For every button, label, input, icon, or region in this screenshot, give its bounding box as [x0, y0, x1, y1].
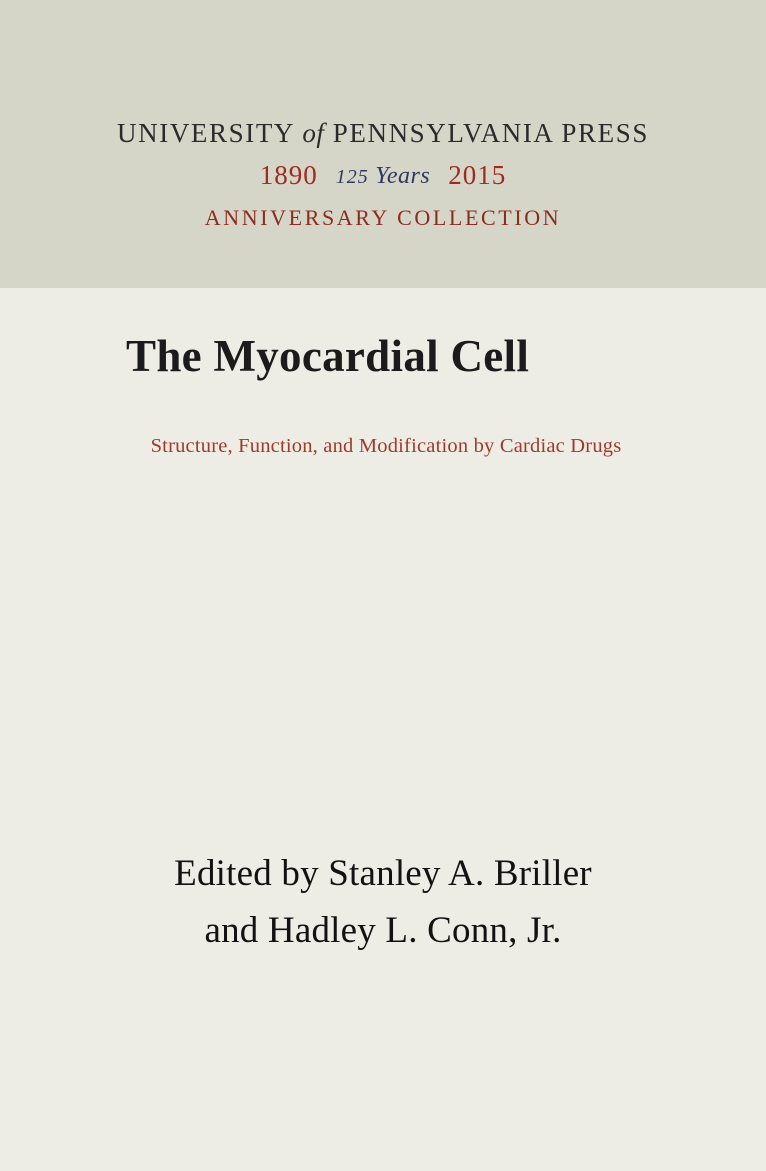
publisher-name-of: of	[302, 118, 325, 148]
banner-content	[0, 0, 766, 288]
publisher-name-suffix: PENNSYLVANIA PRESS	[332, 118, 649, 148]
anniversary-number: 125	[335, 166, 369, 188]
book-title: The Myocardial Cell	[126, 331, 530, 381]
anniversary-banner	[0, 0, 766, 288]
publisher-name-prefix: UNIVERSITY	[117, 118, 295, 148]
collection-label: ANNIVERSARY COLLECTION	[204, 205, 562, 230]
title-block	[0, 330, 766, 458]
editors-line-2: and Hadley L. Conn, Jr.	[204, 910, 562, 952]
editors-block	[0, 845, 766, 960]
year-end: 2015	[448, 160, 507, 190]
editors-line-1: Edited by Stanley A. Briller	[174, 853, 592, 894]
book-subtitle: Structure, Function, and Modification by Cardiac Drugs	[150, 435, 622, 458]
publisher-name	[117, 118, 649, 149]
anniversary-years	[260, 160, 506, 191]
anniversary-word: Years	[375, 163, 431, 189]
anniversary-script	[336, 163, 430, 190]
year-start: 1890	[259, 160, 318, 190]
